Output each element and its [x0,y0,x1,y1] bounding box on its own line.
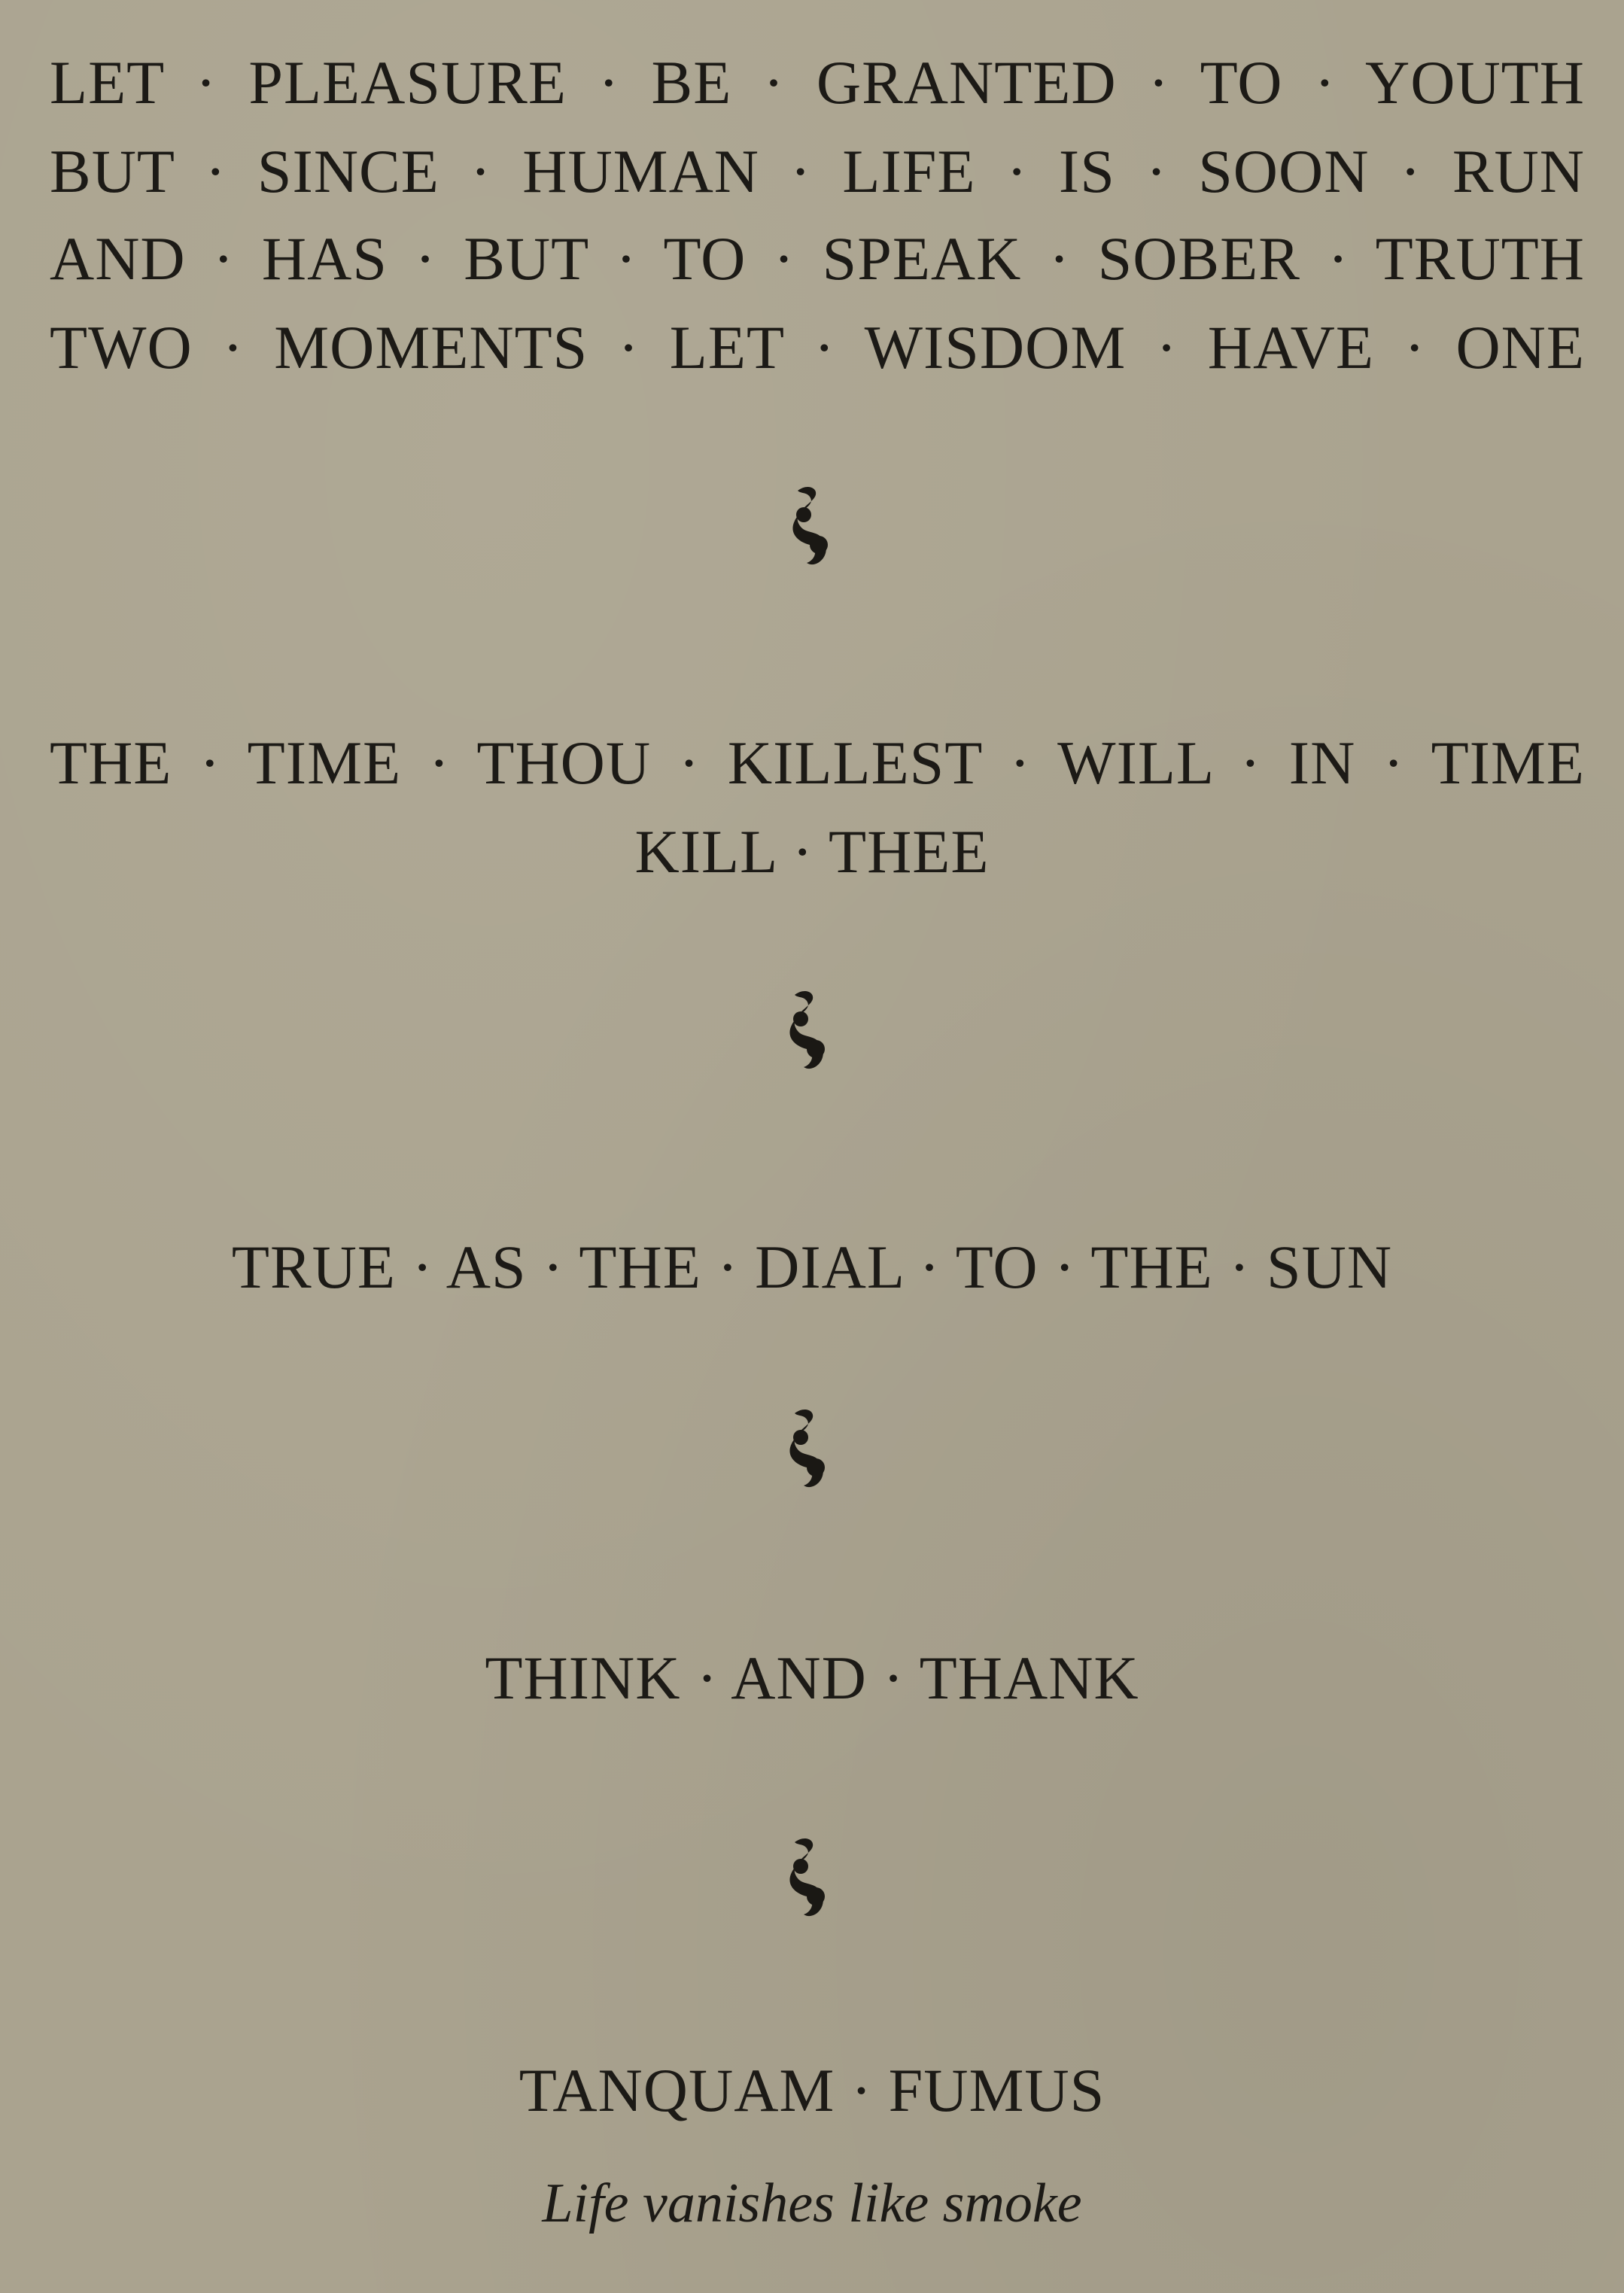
section-flourish-icon [780,1833,840,1924]
section-flourish-icon [780,986,840,1076]
verse-1-line-1: LET · PLEASURE · BE · GRANTED · TO · YOUTH [50,48,1585,117]
section-flourish-icon [783,482,843,572]
verse-3-line-1: TRUE · AS · THE · DIAL · TO · THE · SUN [231,1233,1393,1301]
section-flourish-icon [780,986,840,1076]
section-flourish-icon [780,1404,840,1495]
verse-2-line-2: KILL · THEE [634,817,990,886]
verse-1-line-3: AND · HAS · BUT · TO · SPEAK · SOBER · TRUTH [50,224,1585,293]
verse-1-line-4: TWO · MOMENTS · LET · WISDOM · HAVE · ONE [50,313,1585,382]
section-flourish-icon [780,1833,840,1924]
verse-5-line-1: TANQUAM · FUMUS [519,2056,1105,2124]
verse-1-line-2: BUT · SINCE · HUMAN · LIFE · IS · SOON · RUN [50,137,1585,205]
section-flourish-icon [780,1404,840,1495]
verse-5-translation: Life vanishes like smoke [542,2173,1082,2234]
verse-4-line-1: THINK · AND · THANK [485,1644,1139,1712]
verse-2-line-1: THE · TIME · THOU · KILLEST · WILL · IN · TIME [50,728,1585,797]
section-flourish-icon [783,482,843,572]
